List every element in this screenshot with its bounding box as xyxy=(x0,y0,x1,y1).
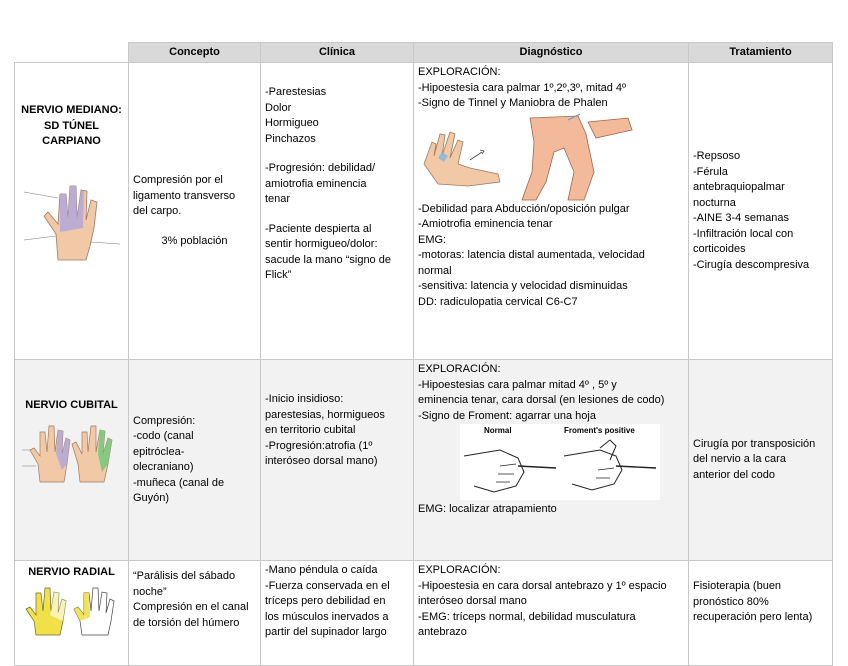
tratamiento-line: anterior del codo xyxy=(693,468,775,481)
row-radial xyxy=(15,561,833,666)
diagnostico-radial-cell xyxy=(414,561,689,666)
diag-line: EMG: localizar atrapamiento xyxy=(418,503,557,515)
diag-line: interóseo dorsal mano xyxy=(418,595,527,607)
nervio-label-line: SD TÚNEL xyxy=(44,119,99,132)
radial-hands-illustration xyxy=(24,585,120,637)
diag-line: eminencia tenar, cara dorsal (en lesiones de codo) xyxy=(418,394,665,406)
clinica-line: sentir hormigueo/dolor: xyxy=(265,238,378,250)
clinica-line: Flick” xyxy=(265,269,292,281)
clinica-line: -Progresión:atrofia (1º xyxy=(265,439,373,452)
diag-line: antebrazo xyxy=(418,626,467,638)
clinica-line: los músculos inervados a xyxy=(265,610,389,623)
clinica-line: Pinchazos xyxy=(265,132,316,145)
tinel-phalen-illustration xyxy=(418,112,678,202)
tratamiento-mediano-cell xyxy=(689,63,833,360)
nervio-label-line: NERVIO RADIAL xyxy=(28,566,115,578)
diag-line: EXPLORACIÓN: xyxy=(418,363,501,375)
tratamiento-line: -Férula xyxy=(693,165,728,178)
diag-line: -Debilidad para Abducción/oposición pulgar xyxy=(418,202,630,215)
tratamiento-line: -Repsoso xyxy=(693,150,741,162)
concepto-radial-cell xyxy=(129,561,261,666)
nervio-mediano-cell xyxy=(15,63,129,360)
nerve-table xyxy=(14,42,833,666)
nervio-label-line: NERVIO CUBITAL xyxy=(25,399,118,411)
diag-line: EXPLORACIÓN: xyxy=(418,564,501,576)
concepto-line: noche” xyxy=(133,585,167,598)
clinica-line: -Parestesias xyxy=(265,86,327,98)
header-diagnostico: Diagnóstico xyxy=(414,43,689,63)
row-cubital xyxy=(15,360,833,561)
tratamiento-line: antebraquiopalmar xyxy=(693,181,785,193)
clinica-mediano-cell xyxy=(261,63,414,360)
clinica-line: -Progresión: debilidad/ xyxy=(265,162,376,174)
tratamiento-line: pronóstico 80% xyxy=(693,595,769,608)
tratamiento-line: nocturna xyxy=(693,196,736,209)
concepto-line: -codo (canal xyxy=(133,430,194,442)
clinica-line: -Fuerza conservada en el xyxy=(265,579,390,592)
diag-line: -Hipoestesia cara palmar 1º,2º,3º, mitad 4º xyxy=(418,81,627,94)
concepto-line: Compresión por el xyxy=(133,174,223,186)
nervio-radial-cell xyxy=(15,561,129,666)
clinica-line: partir del supinador largo xyxy=(265,626,387,638)
froment-positive-label: Froment's positive xyxy=(564,426,635,435)
tratamiento-line: recuperación pero lenta) xyxy=(693,611,813,623)
concepto-mediano-cell xyxy=(129,63,261,360)
nervio-cubital-cell xyxy=(15,360,129,561)
clinica-line: tríceps pero debilidad en xyxy=(265,595,386,607)
tratamiento-line: del nervio a la cara xyxy=(693,453,786,466)
clinica-line: en territorio cubital xyxy=(265,424,356,436)
concepto-line: -muñeca (canal de xyxy=(133,476,225,489)
froment-figure xyxy=(460,424,660,500)
header-row xyxy=(15,43,833,63)
ulnar-hands-illustration xyxy=(22,420,122,484)
concepto-line: ligamento transverso xyxy=(133,189,236,202)
diag-line: -Hipoestesias cara palmar mitad 4º , 5º y xyxy=(418,378,617,391)
concepto-line: Guyón) xyxy=(133,492,170,504)
clinica-line: parestesias, hormigueos xyxy=(265,408,385,421)
median-hand-illustration xyxy=(20,172,124,262)
clinica-line: -Inicio insidioso: xyxy=(265,393,344,405)
diag-line: -sensitiva: latencia y velocidad disminuidas xyxy=(418,280,628,292)
clinica-radial-cell xyxy=(261,561,414,666)
tratamiento-line: -AINE 3-4 semanas xyxy=(693,212,789,224)
froment-normal-label: Normal xyxy=(484,426,512,435)
diag-line: -Signo de Froment: agarrar una hoja xyxy=(418,409,596,422)
header-clinica: Clínica xyxy=(261,43,414,63)
tratamiento-line: corticoides xyxy=(693,243,746,255)
clinica-line: interóseo dorsal mano) xyxy=(265,455,378,467)
clinica-line: -Mano péndula o caída xyxy=(265,564,378,576)
diag-line: EXPLORACIÓN: xyxy=(418,66,501,78)
concepto-line: Compresión en el canal xyxy=(133,601,249,613)
diagnostico-cubital-cell xyxy=(414,360,689,561)
concepto-line: Compresión: xyxy=(133,414,196,427)
diag-line: EMG: xyxy=(418,233,447,246)
clinica-line: amiotrofia eminencia xyxy=(265,177,367,190)
tratamiento-line: Cirugía por transposición xyxy=(693,437,816,450)
concepto-line: epitróclea- xyxy=(133,445,185,458)
tratamiento-cubital-cell xyxy=(689,360,833,561)
concepto-cubital-cell xyxy=(129,360,261,561)
diag-line: -EMG: tríceps normal, debilidad musculatura xyxy=(418,610,636,623)
diag-line: -Hipoestesia en cara dorsal antebrazo y 1º espacio xyxy=(418,579,667,592)
header-concepto: Concepto xyxy=(129,43,261,63)
diag-line: DD: radiculopatia cervical C6-C7 xyxy=(418,295,578,308)
tratamiento-line: -Infiltración local con xyxy=(693,227,794,240)
concepto-line: de torsión del húmero xyxy=(133,616,240,629)
tratamiento-line: Fisioterapia (buen xyxy=(693,580,782,592)
diag-line: -motoras: latencia distal aumentada, velocidad xyxy=(418,249,645,261)
clinica-line: Dolor xyxy=(265,101,292,114)
diagnostico-mediano-cell xyxy=(414,63,689,360)
diag-line: -Signo de Tinnel y Maniobra de Phalen xyxy=(418,97,608,109)
tratamiento-radial-cell xyxy=(689,561,833,666)
froment-hands-drawing xyxy=(460,436,660,500)
row-mediano xyxy=(15,63,833,360)
diag-line: -Amiotrofia eminencia tenar xyxy=(418,218,553,230)
clinica-line: -Paciente despierta al xyxy=(265,222,372,235)
nervio-label-line: NERVIO MEDIANO: xyxy=(21,104,122,116)
concepto-poblacion: 3% población xyxy=(161,234,228,247)
header-tratamiento: Tratamiento xyxy=(689,43,833,63)
clinica-line: Hormigueo xyxy=(265,117,319,129)
tratamiento-line: -Cirugía descompresiva xyxy=(693,258,810,271)
concepto-line: del carpo. xyxy=(133,205,182,217)
nervio-label-line: CARPIANO xyxy=(42,135,101,147)
diag-line: normal xyxy=(418,264,452,277)
concepto-line: “Parálisis del sábado xyxy=(133,570,236,582)
header-blank xyxy=(15,43,129,63)
concepto-line: olecraniano) xyxy=(133,461,194,473)
clinica-line: tenar xyxy=(265,193,291,205)
clinica-cubital-cell xyxy=(261,360,414,561)
clinica-line: sacude la mano “signo de xyxy=(265,253,391,266)
